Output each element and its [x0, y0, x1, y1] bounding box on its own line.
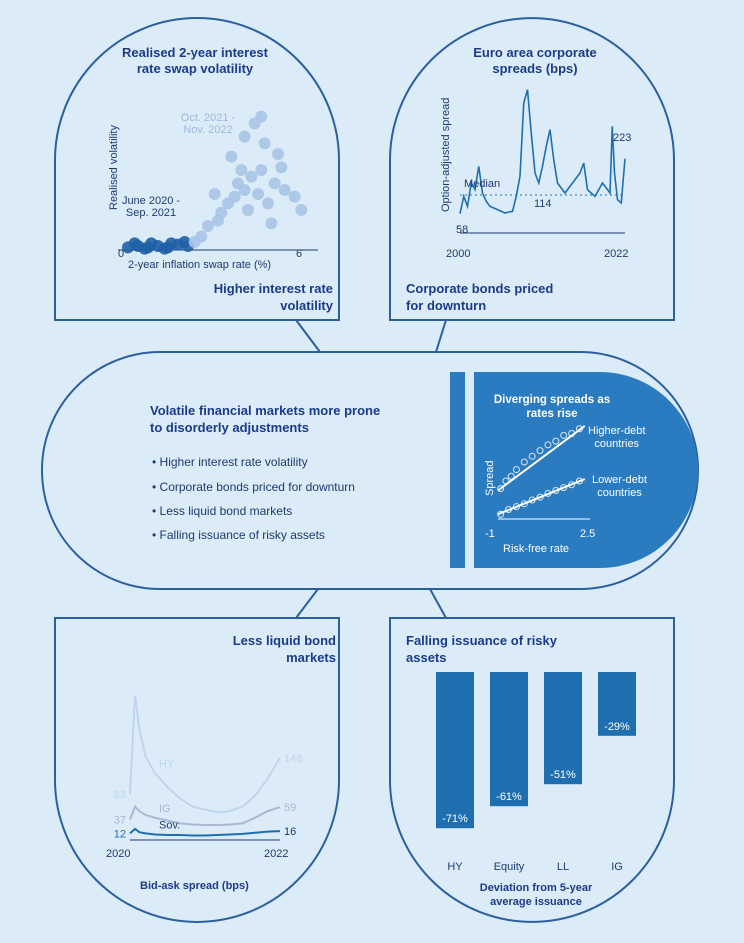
tl-x-max-label: 6 [296, 248, 303, 260]
scatter-point [235, 164, 247, 176]
series-start-label: 37 [113, 814, 126, 827]
line-chart-bid-ask-spread [100, 680, 310, 850]
tl-y-axis-label: Realised volatility [108, 125, 120, 210]
middle-side-band [450, 372, 465, 568]
scatter-point [553, 438, 559, 444]
tr-value-median: 114 [534, 198, 552, 210]
tl-x-min-label: 0 [118, 248, 125, 260]
category-label: LL [556, 861, 570, 873]
tl-x-axis-label: 2-year inflation swap rate (%) [128, 259, 272, 271]
scatter-point [545, 442, 551, 448]
top-right-title-line2: spreads (bps) [492, 61, 578, 76]
tl-annotation-recent: Oct. 2021 - Nov. 2022 [180, 112, 236, 136]
scatter-point [239, 184, 251, 196]
tr-median-label: Median [464, 178, 501, 190]
scatter-point [259, 137, 271, 149]
tr-value-end: 223 [613, 132, 632, 144]
series-name-label: IG [159, 802, 171, 815]
scatter-point [275, 161, 287, 173]
scatter-point [295, 204, 307, 216]
bullet-item: • Falling issuance of risky assets [152, 528, 325, 542]
scatter-point [252, 188, 264, 200]
series-end-label: 16 [284, 826, 297, 839]
bar-chart-issuance [420, 668, 650, 878]
scatter-point [265, 217, 277, 229]
bar [490, 672, 528, 806]
bl-footer: Bid-ask spread (bps) [140, 880, 249, 892]
bl-x-start-label: 2020 [106, 848, 131, 860]
top-left-title-line2: rate swap volatility [136, 61, 254, 76]
scatter-point [159, 243, 171, 255]
trend-line [498, 479, 585, 514]
scatter-point [255, 111, 267, 123]
tr-x-end-label: 2022 [604, 248, 629, 260]
bl-title: Less liquid bond markets [232, 633, 336, 665]
scatter-point [139, 243, 151, 255]
tr-footer: Corporate bonds priced for downturn [406, 281, 554, 313]
scatter-point [255, 164, 267, 176]
scatter-point [513, 467, 519, 473]
category-label: IG [611, 861, 623, 873]
scatter-point [289, 191, 301, 203]
scatter-point [195, 231, 207, 243]
tr-value-start: 58 [456, 224, 469, 236]
bar-value-label: -51% [550, 769, 576, 782]
scatter-point [279, 184, 291, 196]
inset-x-axis-label: Risk-free rate [503, 543, 570, 555]
inset-y-axis-label: Spread [484, 460, 496, 496]
series-line-sov [130, 829, 280, 836]
scatter-point [537, 448, 543, 454]
inset-lower-debt-label: Lower-debt countries [592, 474, 648, 499]
br-title: Falling issuance of risky assets [406, 633, 557, 665]
connector [296, 320, 320, 352]
inset-x-max-label: 2.5 [580, 528, 596, 540]
bar-value-label: -29% [604, 720, 630, 733]
bullet-item: • Less liquid bond markets [152, 504, 293, 518]
series-start-label: 83 [113, 788, 126, 801]
bar [436, 672, 474, 828]
connector [436, 320, 446, 352]
scatter-point [225, 151, 237, 163]
bar-value-label: -71% [442, 813, 468, 826]
bl-x-end-label: 2022 [264, 848, 289, 860]
series-name-label: HY [159, 758, 175, 771]
tl-annotation-early: June 2020 - Sep. 2021 [121, 195, 181, 219]
category-label: HY [447, 861, 463, 873]
top-left-title [110, 45, 280, 77]
scatter-point [529, 453, 535, 459]
scatter-point [239, 131, 251, 143]
bullet-item: • Corporate bonds priced for downturn [152, 480, 355, 494]
br-footer: Deviation from 5-year average issuance [479, 882, 593, 908]
series-name-label: Sov. [159, 819, 181, 832]
tl-footer: Higher interest rate volatility [213, 281, 333, 313]
connector [430, 589, 446, 618]
scatter-point [272, 148, 284, 160]
line-chart-corporate-spreads [455, 78, 635, 243]
scatter-point [262, 197, 274, 209]
tr-x-start-label: 2000 [446, 248, 471, 260]
scatter-chart-diverging-spreads [494, 420, 594, 524]
scatter-point [242, 204, 254, 216]
inset-title: Diverging spreads as rates rise [493, 394, 611, 420]
top-right-title [455, 45, 615, 77]
scatter-point [229, 191, 241, 203]
bar-value-label: -61% [496, 791, 522, 804]
series-start-label: 12 [113, 828, 126, 841]
top-left-title-line1: Realised 2-year interest [122, 45, 268, 60]
series-end-label: 148 [284, 752, 303, 765]
trend-line [498, 426, 585, 491]
inset-higher-debt-label: Higher-debt countries [588, 425, 646, 450]
scatter-point [521, 459, 527, 465]
category-label: Equity [493, 861, 525, 873]
scatter-point [561, 432, 567, 438]
connector [296, 589, 318, 618]
middle-heading: Volatile financial markets more prone to disorderly adjustments [150, 403, 381, 435]
scatter-point [209, 188, 221, 200]
tr-y-axis-label: Option-adjusted spread [440, 97, 452, 212]
scatter-point [245, 171, 257, 183]
inset-x-min-label: -1 [485, 528, 495, 540]
scatter-point [269, 177, 281, 189]
bar [544, 672, 582, 784]
top-right-title-line1: Euro area corporate [473, 45, 597, 60]
series-line-hy [130, 696, 280, 813]
series-end-label: 59 [284, 802, 297, 815]
bullet-item: • Higher interest rate volatility [152, 455, 308, 469]
